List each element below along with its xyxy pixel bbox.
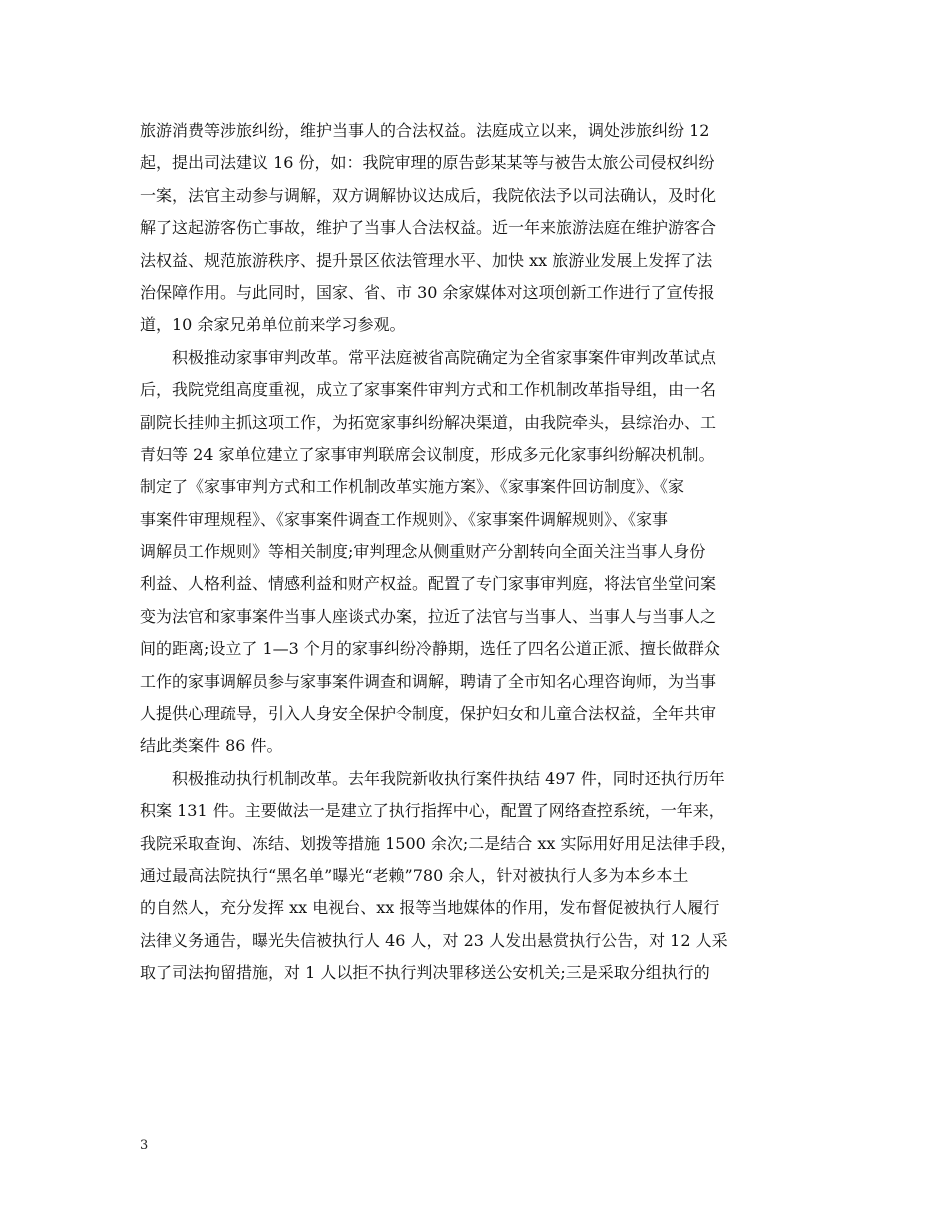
text-line: 解了这起游客伤亡事故，维护了当事人合法权益。近一年来旅游法庭在维护游客合 bbox=[140, 218, 717, 238]
text-line: 旅游消费等涉旅纠纷，维护当事人的合法权益。法庭成立以来，调处涉旅纠纷 12 bbox=[140, 121, 710, 140]
text-line: 起，提出司法建议 16 份，如：我院审理的原告彭某某等与被告太旅公司侵权纠纷 bbox=[140, 153, 715, 173]
text-line: 法权益、规范旅游秩序、提升景区依法管理水平、加快 xx 旅游业发展上发挥了法 bbox=[140, 250, 713, 270]
text-line: 通过最高法院执行“黑名单”曝光“老赖”780 余人，针对被执行人多为本乡本土 bbox=[140, 865, 689, 885]
text-line: 变为法官和家事案件当事人座谈式办案，拉近了法官与当事人、当事人与当事人之 bbox=[140, 606, 717, 626]
text-line: 间的距离;设立了 1—3 个月的家事纠纷冷静期，选任了四名公道正派、擅长做群众 bbox=[140, 639, 720, 659]
text-line: 积极推动执行机制改革。去年我院新收执行案件执结 497 件，同时还执行历年 bbox=[140, 768, 725, 788]
text-line: 人提供心理疏导，引入人身安全保护令制度，保护妇女和儿童合法权益，全年共审 bbox=[140, 704, 717, 724]
text-line: 利益、人格利益、情感利益和财产权益。配置了专门家事审判庭，将法官坐堂问案 bbox=[140, 574, 717, 594]
body-text bbox=[140, 115, 816, 990]
text-line: 调解员工作规则》等相关制度;审判理念从侧重财产分割转向全面关注当事人身份 bbox=[140, 542, 706, 562]
text-line: 法律义务通告，曝光失信被执行人 46 人，对 23 人发出悬赏执行公告，对 12 人采 bbox=[140, 930, 728, 950]
text-line: 取了司法拘留措施，对 1 人以拒不执行判决罪移送公安机关;三是采取分组执行的 bbox=[140, 963, 710, 983]
text-line: 道，10 余家兄弟单位前来学习参观。 bbox=[140, 315, 406, 335]
text-line: 事案件审理规程》、《家事案件调查工作规则》、《家事案件调解规则》、《家事 bbox=[140, 509, 669, 529]
text-line: 一案，法官主动参与调解，双方调解协议达成后，我院依法予以司法确认，及时化 bbox=[140, 185, 717, 205]
text-line: 后，我院党组高度重视，成立了家事案件审判方式和工作机制改革指导组，由一名 bbox=[140, 380, 717, 400]
text-line: 制定了《家事审判方式和工作机制改革实施方案》、《家事案件回访制度》、《家 bbox=[140, 477, 685, 497]
text-line: 副院长挂帅主抓这项工作，为拓宽家事纠纷解决渠道，由我院牵头，县综治办、工 bbox=[140, 412, 717, 432]
text-line: 治保障作用。与此同时，国家、省、市 30 余家媒体对这项创新工作进行了宣传报 bbox=[140, 282, 715, 302]
page-number: 3 bbox=[140, 1138, 149, 1153]
text-line: 工作的家事调解员参与家事案件调查和调解，聘请了全市知名心理咨询师，为当事 bbox=[140, 671, 717, 691]
text-line: 我院采取查询、冻结、划拨等措施 1500 余次;二是结合 xx 实际用好用足法律手段， bbox=[140, 833, 737, 853]
text-line: 积案 131 件。主要做法一是建立了执行指挥中心，配置了网络查控系统，一年来， bbox=[140, 801, 725, 821]
text-line: 的自然人，充分发挥 xx 电视台、xx 报等当地媒体的作用，发布督促被执行人履行 bbox=[140, 898, 720, 918]
text-line: 结此类案件 86 件。 bbox=[140, 736, 283, 756]
text-line: 青妇等 24 家单位建立了家事审判联席会议制度，形成多元化家事纠纷解决机制。 bbox=[140, 444, 715, 464]
text-line: 积极推动家事审判改革。常平法庭被省高院确定为全省家事案件审判改革试点 bbox=[140, 347, 717, 367]
